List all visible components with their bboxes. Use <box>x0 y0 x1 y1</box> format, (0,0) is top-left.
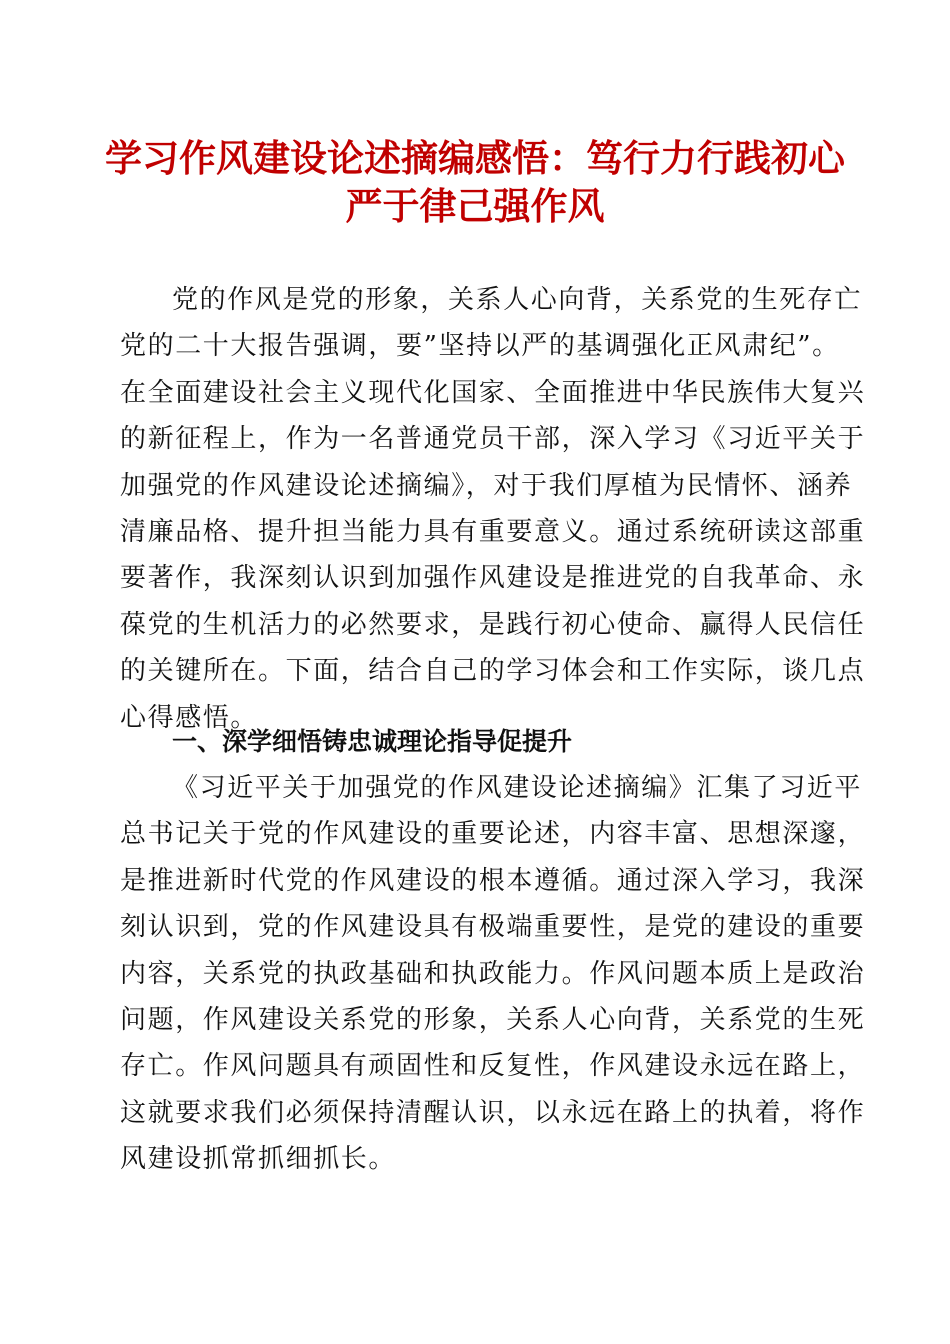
paragraph-line: 党的二十大报告强调，要”坚持以严的基调强化正风肃纪”。 <box>120 331 840 362</box>
paragraph-line: 存亡。作风问题具有顽固性和反复性，作风建设永远在路上， <box>120 1051 866 1082</box>
paragraph-line: 内容，关系党的执政基础和执政能力。作风问题本质上是政治 <box>120 958 866 989</box>
paragraph-line: 《习近平关于加强党的作风建设论述摘编》汇集了习近平 <box>172 773 863 803</box>
paragraph-line: 党的作风是党的形象，关系人心向背，关系党的生死存亡 <box>172 285 863 315</box>
document-title-line-1: 学习作风建设论述摘编感悟：笃行力行践初心 <box>105 136 845 180</box>
document-title-line-2: 严于律己强作风 <box>345 184 605 228</box>
paragraph-line: 的关键所在。下面，结合自己的学习体会和工作实际，谈几点 <box>120 656 866 687</box>
paragraph-line: 清廉品格、提升担当能力具有重要意义。通过系统研读这部重 <box>120 517 866 548</box>
paragraph-line: 要著作，我深刻认识到加强作风建设是推进党的自我革命、永 <box>120 563 866 594</box>
paragraph-line: 总书记关于党的作风建设的重要论述，内容丰富、思想深邃， <box>120 819 866 850</box>
paragraph-intro <box>120 277 866 741</box>
paragraph-line: 问题，作风建设关系党的形象，关系人心向背，关系党的生死 <box>120 1005 866 1036</box>
paragraph-line: 是推进新时代党的作风建设的根本遵循。通过深入学习，我深 <box>120 865 866 896</box>
section-heading-1: 一、深学细悟铸忠诚理论指导促提升 <box>172 727 573 756</box>
paragraph-line: 葆党的生机活力的必然要求，是践行初心使命、赢得人民信任 <box>120 609 866 640</box>
paragraph-line: 刻认识到，党的作风建设具有极端重要性，是党的建设的重要 <box>120 912 866 943</box>
paragraph-line: 这就要求我们必须保持清醒认识，以永远在路上的执着，将作 <box>120 1097 866 1128</box>
paragraph-line: 风建设抓常抓细抓长。 <box>120 1144 397 1175</box>
paragraph-line: 心得感悟。 <box>120 702 259 733</box>
paragraph-line: 在全面建设社会主义现代化国家、全面推进中华民族伟大复兴 <box>120 377 866 408</box>
paragraph-line: 的新征程上，作为一名普通党员干部，深入学习《习近平关于 <box>120 424 866 455</box>
paragraph-section-1 <box>120 765 866 1183</box>
paragraph-line: 加强党的作风建设论述摘编》，对于我们厚植为民情怀、涵养 <box>120 470 853 501</box>
